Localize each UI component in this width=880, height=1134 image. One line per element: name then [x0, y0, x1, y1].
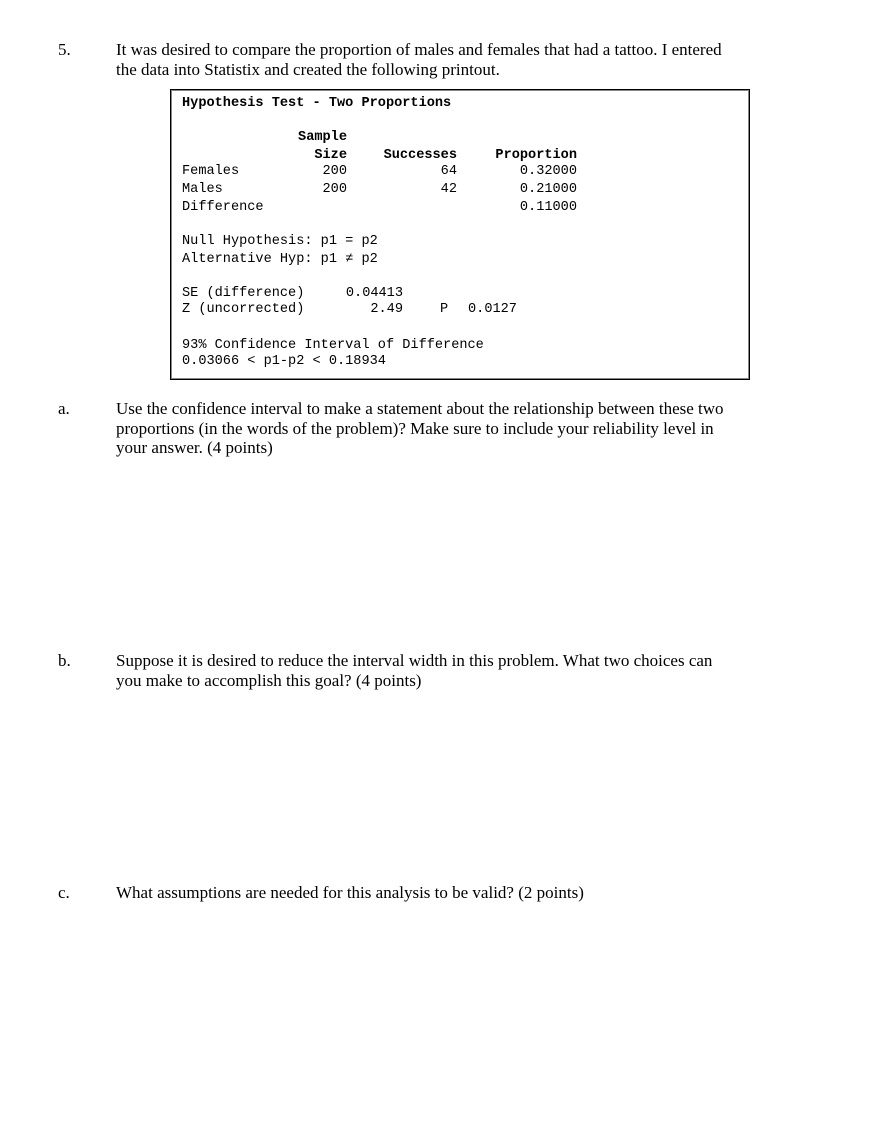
- statistix-printout: [170, 89, 750, 380]
- alternative-hypothesis: Alternative Hyp: p1 ≠ p2: [182, 252, 378, 267]
- part-c-line-1: What assumptions are needed for this analysis to be valid? (2 points): [116, 883, 584, 902]
- row-successes: 42: [440, 182, 457, 197]
- header-successes: Successes: [383, 148, 457, 163]
- part-a-line-2: proportions (in the words of the problem)? Make sure to include your reliability level in: [116, 418, 714, 438]
- header-sample: Sample: [298, 130, 347, 145]
- part-a-line-3: your answer. (4 points): [116, 438, 273, 457]
- row-successes: 64: [440, 164, 457, 179]
- row-size: 200: [322, 164, 347, 179]
- ci-value: 0.03066 < p1-p2 < 0.18934: [182, 354, 386, 369]
- header-size: Size: [314, 148, 347, 163]
- question-text-line-2: the data into Statistix and created the following printout.: [116, 59, 500, 79]
- part-b-line-2: you make to accomplish this goal? (4 points): [116, 670, 422, 690]
- row-label: Difference: [182, 200, 264, 215]
- part-b-line-1: Suppose it is desired to reduce the interval width in this problem. What two choices can: [116, 651, 713, 670]
- part-b-letter: b.: [58, 651, 71, 670]
- row-label: Males: [182, 182, 223, 197]
- part-c-letter: c.: [58, 883, 70, 902]
- row-proportion: 0.32000: [519, 164, 577, 179]
- ci-title: 93% Confidence Interval of Difference: [182, 338, 484, 353]
- row-proportion: 0.21000: [519, 182, 577, 197]
- se-label: SE (difference): [182, 286, 305, 301]
- part-a-letter: a.: [58, 399, 70, 418]
- header-proportion: Proportion: [495, 148, 577, 163]
- question-text: [116, 40, 778, 79]
- part-a-text: [116, 399, 778, 458]
- row-size: 200: [322, 182, 347, 197]
- null-hypothesis: Null Hypothesis: p1 = p2: [182, 234, 378, 249]
- printout-title: Hypothesis Test - Two Proportions: [182, 96, 452, 111]
- part-b-text: [116, 651, 778, 690]
- row-label: Females: [182, 164, 240, 179]
- question-text-line-1: It was desired to compare the proportion of males and females that had a tattoo. I entered: [116, 40, 722, 59]
- p-value: 0.0127: [468, 302, 517, 317]
- part-a-line-1: Use the confidence interval to make a statement about the relationship between these two: [116, 399, 724, 418]
- p-label: P: [440, 302, 449, 317]
- row-proportion: 0.11000: [519, 200, 577, 215]
- z-value: 2.49: [370, 302, 403, 317]
- z-label: Z (uncorrected): [182, 302, 305, 317]
- part-c-text: [116, 883, 778, 903]
- question-number: 5.: [58, 40, 71, 59]
- se-value: 0.04413: [345, 286, 403, 301]
